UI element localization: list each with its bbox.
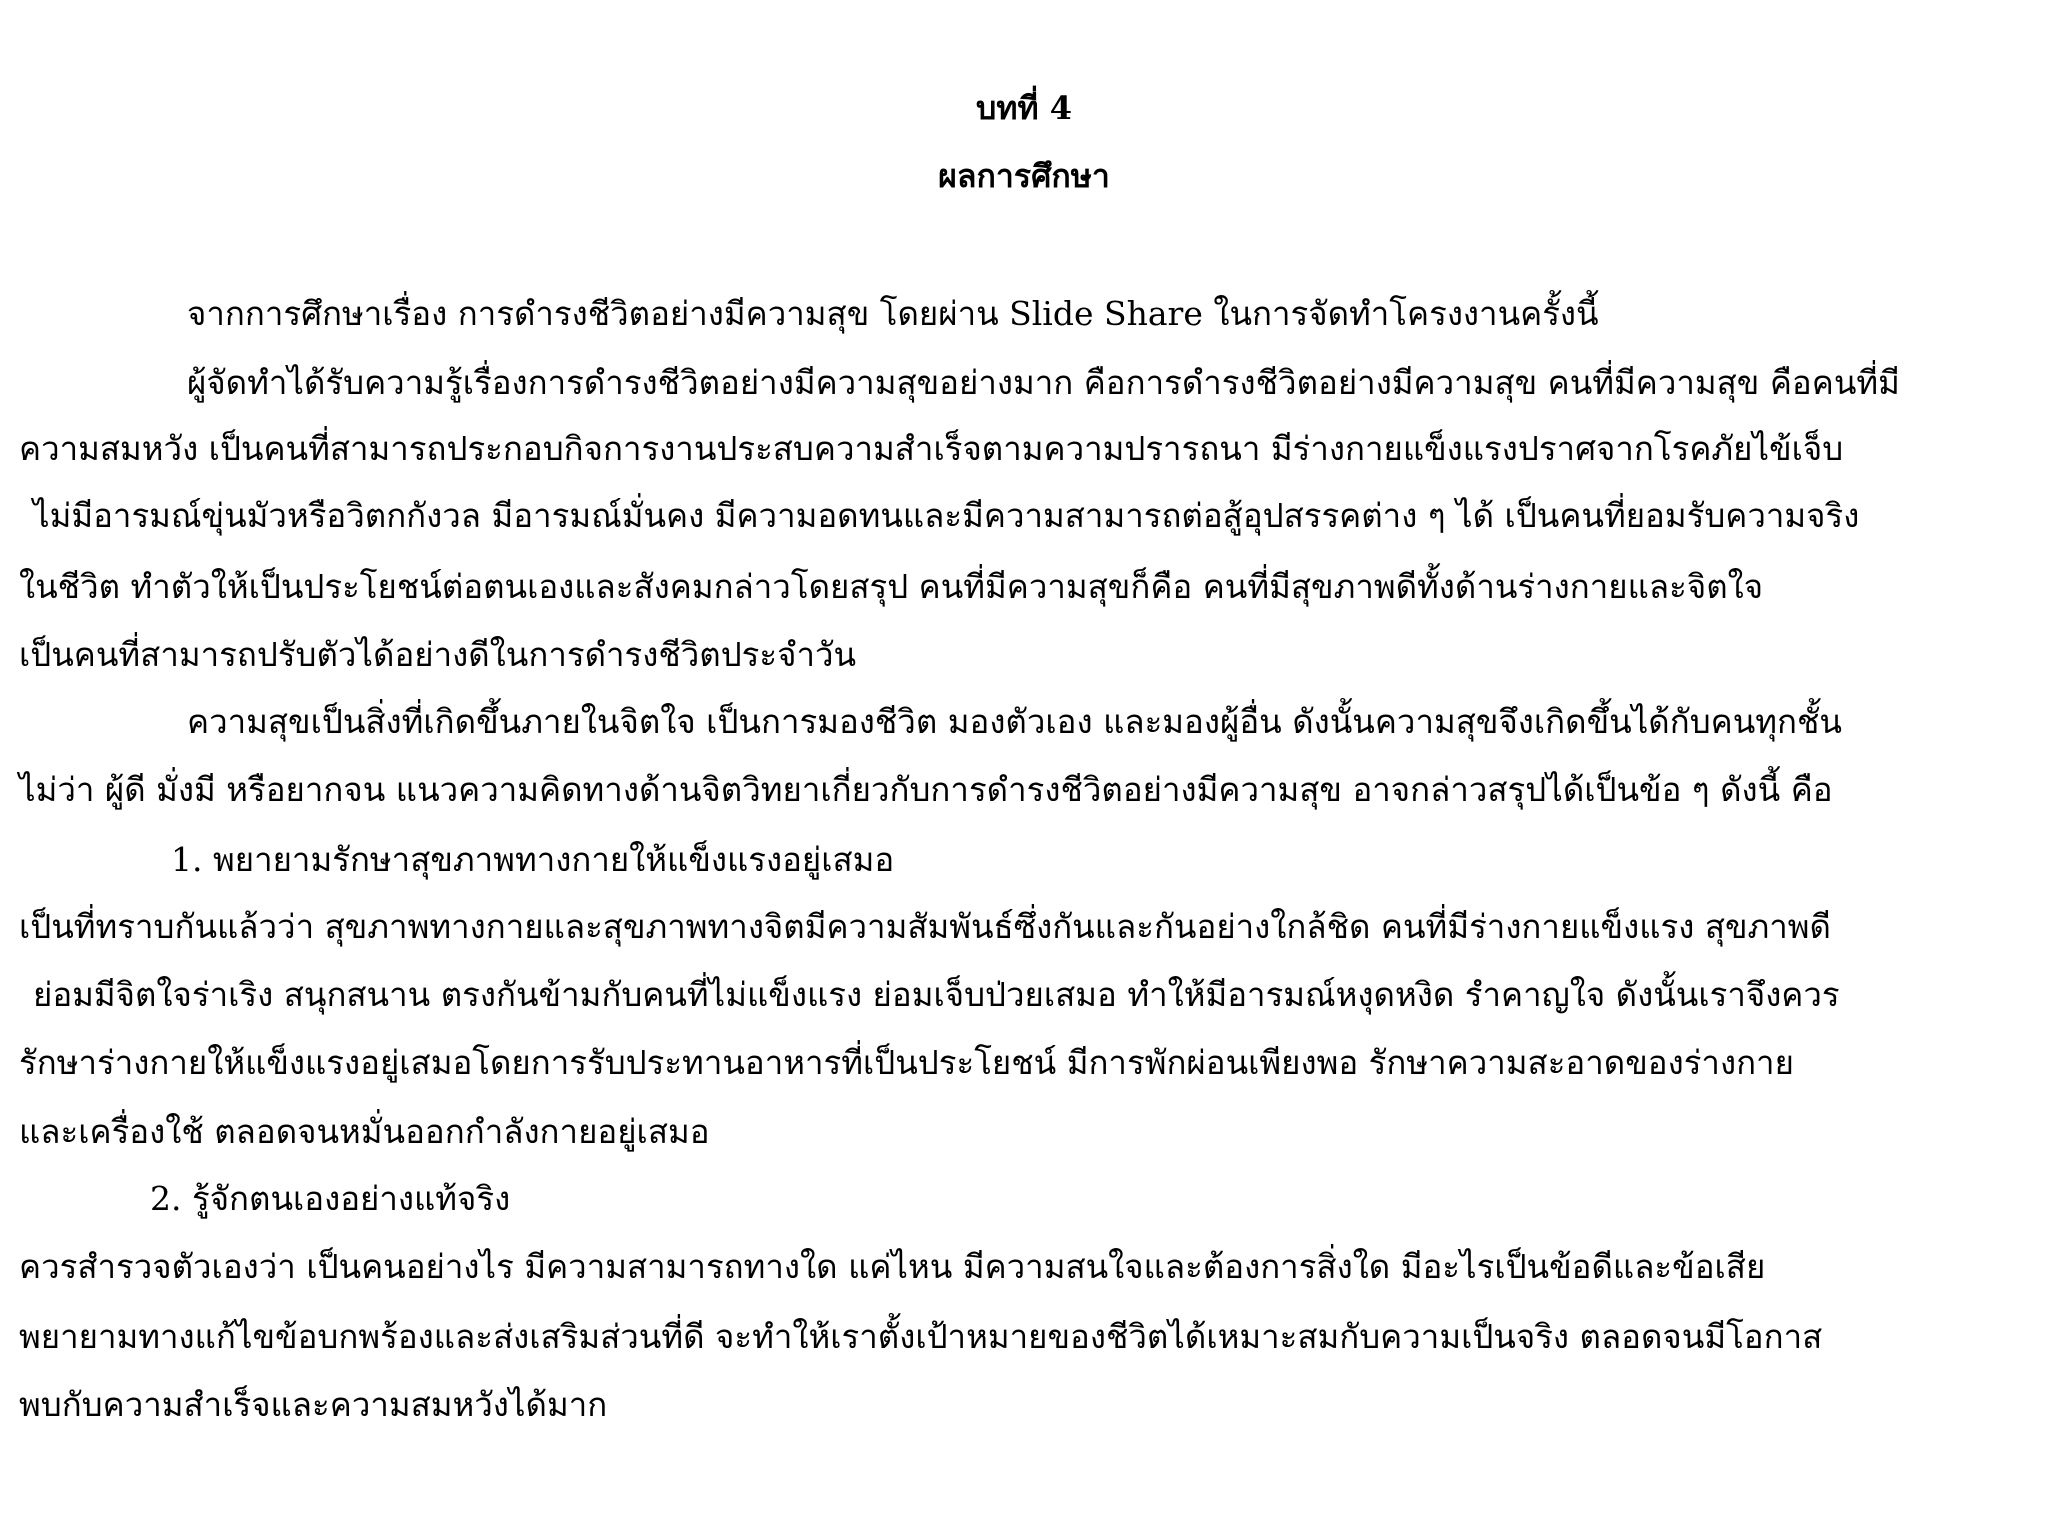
paragraph-line: จากการศึกษาเรื่อง การดำรงชีวิตอย่างมีความสุข โดยผ่าน Slide Share ในการจัดทำโครงงานครั้งนี้	[187, 294, 1599, 333]
list-item-heading: 1. พยายามรักษาสุขภาพทางกายให้แข็งแรงอยู่เสมอ	[171, 840, 895, 879]
paragraph-line: ความสุขเป็นสิ่งที่เกิดขึ้นภายในจิตใจ เป็นการมองชีวิต มองตัวเอง และมองผู้อื่น ดังนั้นความสุขจึงเกิดขึ้นได้กับคนทุกชั้น	[187, 702, 1842, 741]
list-item-heading: 2. รู้จักตนเองอย่างแท้จริง	[150, 1179, 511, 1218]
paragraph-line: เป็นที่ทราบกันแล้วว่า สุขภาพทางกายและสุขภาพทางจิตมีความสัมพันธ์ซึ่งกันและกันอย่างใกล้ชิด คนที่มีร่างกายแข็งแรง สุขภาพดี	[19, 907, 1831, 946]
paragraph-line: พยายามทางแก้ไขข้อบกพร้องและส่งเสริมส่วนที่ดี จะทำให้เราตั้งเป้าหมายของชีวิตได้เหมาะสมกับความเป็นจริง ตลอดจนมีโอกาส	[19, 1317, 1823, 1356]
paragraph-line: ไม่ว่า ผู้ดี มั่งมี หรือยากจน แนวความคิดทางด้านจิตวิทยาเกี่ยวกับการดำรงชีวิตอย่างมีความสุข อาจกล่าวสรุปได้เป็นข้อ ๆ ดังนี้ คือ	[19, 770, 1833, 809]
paragraph-line: ในชีวิต ทำตัวให้เป็นประโยชน์ต่อตนเองและสังคมกล่าวโดยสรุป คนที่มีความสุขก็คือ คนที่มีสุขภาพดีทั้งด้านร่างกายและจิตใจ	[19, 567, 1764, 606]
paragraph-line: และเครื่องใช้ ตลอดจนหมั่นออกกำลังกายอยู่เสมอ	[19, 1112, 710, 1151]
chapter-title: ผลการศึกษา	[938, 157, 1110, 195]
chapter-label: บทที่ 4	[976, 89, 1072, 127]
paragraph-line: เป็นคนที่สามารถปรับตัวได้อย่างดีในการดำรงชีวิตประจำวัน	[19, 635, 857, 674]
paragraph-line: ควรสำรวจตัวเองว่า เป็นคนอย่างไร มีความสามารถทางใด แค่ไหน มีความสนใจและต้องการสิ่งใด มีอะไรเป็นข้อดีและข้อเสีย	[19, 1247, 1766, 1286]
paragraph-line: ไม่มีอารมณ์ขุ่นมัวหรือวิตกกังวล มีอารมณ์มั่นคง มีความอดทนและมีความสามารถต่อสู้อุปสรรคต่าง ๆ ได้ เป็นคนที่ยอมรับความจริง	[33, 496, 1860, 535]
paragraph-line: ความสมหวัง เป็นคนที่สามารถประกอบกิจการงานประสบความสำเร็จตามความปรารถนา มีร่างกายแข็งแรงปราศจากโรคภัยไข้เจ็บ	[19, 429, 1844, 468]
paragraph-line: ผู้จัดทำได้รับความรู้เรื่องการดำรงชีวิตอย่างมีความสุขอย่างมาก คือการดำรงชีวิตอย่างมีความสุข คนที่มีความสุข คือคนที่มี	[187, 363, 1900, 402]
paragraph-line: พบกับความสำเร็จและความสมหวังได้มาก	[19, 1385, 608, 1424]
paragraph-line: ย่อมมีจิตใจร่าเริง สนุกสนาน ตรงกันข้ามกับคนที่ไม่แข็งแรง ย่อมเจ็บป่วยเสมอ ทำให้มีอารมณ์หงุดหงิด รำคาญใจ ดังนั้นเราจึงควร	[33, 975, 1840, 1014]
paragraph-line: รักษาร่างกายให้แข็งแรงอยู่เสมอโดยการรับประทานอาหารที่เป็นประโยชน์ มีการพักผ่อนเพียงพอ รักษาความสะอาดของร่างกาย	[19, 1043, 1794, 1082]
